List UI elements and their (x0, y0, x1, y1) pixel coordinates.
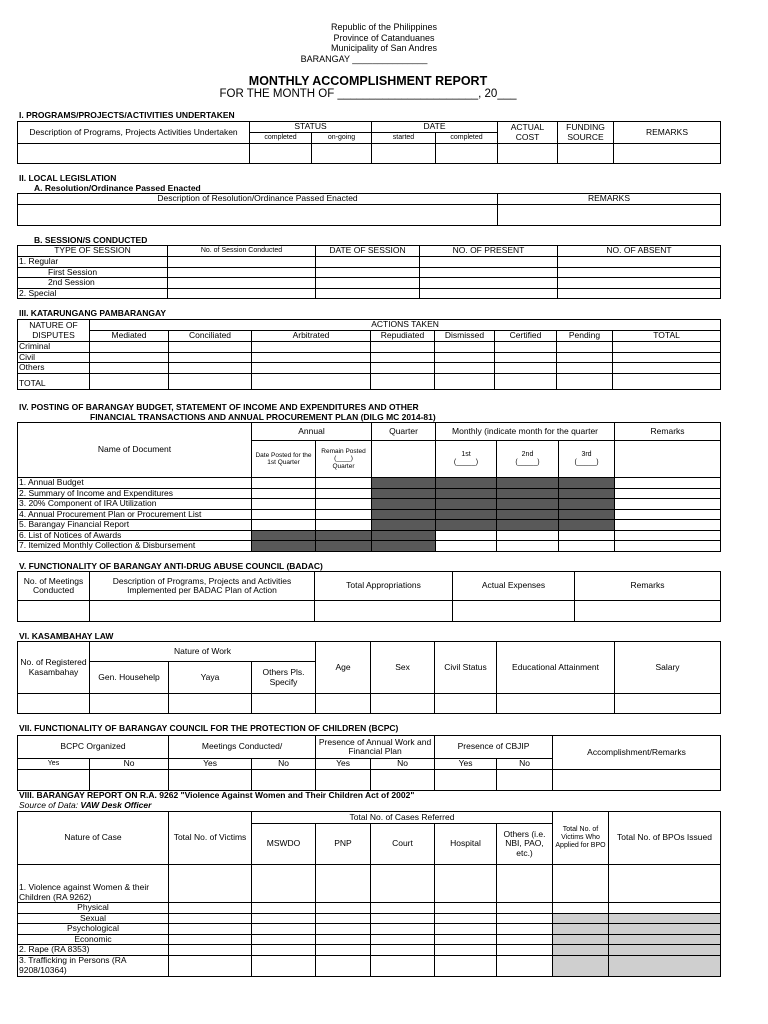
row-annual-budget: 1. Annual Budget (18, 478, 252, 489)
col-status-ongoing: on-going (312, 133, 372, 144)
col-sex: Sex (371, 642, 435, 694)
col-meetings-conducted-bcpc: Meetings Conducted/ (169, 736, 316, 759)
badac-table (17, 571, 721, 622)
col-funding-source: FUNDING SOURCE (558, 122, 614, 144)
col-date-posted: Date Posted for the 1st Quarter (252, 441, 316, 478)
row-itemized-collection: 7. Itemized Monthly Collection & Disbursement (18, 541, 252, 552)
col-pending: Pending (557, 331, 613, 342)
col-yes-2: Yes (169, 759, 252, 770)
row-rape: 2. Rape (RA 8353) (18, 945, 169, 956)
col-nature-disputes-top: NATURE OF (18, 320, 90, 331)
posting-table (17, 422, 721, 552)
col-quarter: Quarter (372, 423, 436, 441)
source-of-data: Source of Data: VAW Desk Officer (19, 800, 152, 810)
col-yes-4: Yes (435, 759, 497, 770)
row-others: Others (18, 363, 90, 374)
col-applied-bpo: Total No. of Victims Who Applied for BPO (553, 812, 609, 865)
col-resolution-remarks: REMARKS (498, 194, 721, 205)
col-no-1: No (90, 759, 169, 770)
col-yes-3: Yes (316, 759, 371, 770)
col-resolution-desc: Description of Resolution/Ordinance Passed Enacted (18, 194, 498, 205)
col-bpos-issued: Total No. of BPOs Issued (609, 812, 721, 865)
col-nature-work: Nature of Work (90, 642, 316, 662)
section-1-heading: I. PROGRAMS/PROJECTS/ACTIVITIES UNDERTAKEN (19, 110, 235, 120)
col-type-session: TYPE OF SESSION (18, 246, 168, 257)
col-date: DATE (372, 122, 498, 133)
col-date-started: started (372, 133, 436, 144)
col-status: STATUS (250, 122, 372, 133)
col-desc-programs: Description of Programs, Projects Activities Undertaken (18, 122, 250, 144)
col-registered-kasambahay: No. of Registered Kasambahay (18, 642, 90, 694)
col-accomplishment: Accomplishment/Remarks (553, 736, 721, 770)
section-2b-heading: B. SESSION/S CONDUCTED (34, 235, 148, 245)
row-economic: Economic (18, 934, 169, 945)
vawc-table (17, 811, 721, 977)
header-barangay: BARANGAY _______________ (300, 53, 428, 64)
col-date-completed: completed (436, 133, 498, 144)
col-total-victims: Total No. of Victims (169, 812, 252, 865)
row-physical: Physical (18, 903, 169, 914)
col-mswdo: MSWDO (252, 824, 316, 865)
section-5-heading: V. FUNCTIONALITY OF BARANGAY ANTI-DRUG ABUSE COUNCIL (BADAC) (19, 561, 323, 571)
row-trafficking: 3. Trafficking in Persons (RA 9208/10364) (18, 955, 169, 976)
report-month: FOR THE MONTH OF ______________________, 20___ (219, 88, 517, 100)
col-court: Court (371, 824, 435, 865)
row-criminal: Criminal (18, 342, 90, 353)
col-total: TOTAL (613, 331, 721, 342)
col-remain-posted: Remain Posted (____) Quarter (316, 441, 372, 478)
kasambahay-table (17, 641, 721, 714)
section-7-heading: VII. FUNCTIONALITY OF BARANGAY COUNCIL FOR THE PROTECTION OF CHILDREN (BCPC) (19, 723, 399, 733)
row-financial-report: 5. Barangay Financial Report (18, 520, 252, 531)
entry-cell[interactable] (18, 144, 250, 164)
col-present: NO. OF PRESENT (420, 246, 558, 257)
col-badac-remarks: Remarks (575, 572, 721, 601)
col-actual-expenses: Actual Expenses (453, 572, 575, 601)
section-4-heading-2: FINANCIAL TRANSACTIONS AND ANNUAL PROCUREMENT PLAN (DILG MC 2014-81) (90, 412, 436, 422)
col-presence-cbjip: Presence of CBJIP (435, 736, 553, 759)
col-certified: Certified (495, 331, 557, 342)
report-title: MONTHLY ACCOMPLISHMENT REPORT (248, 74, 488, 88)
col-actual-cost: ACTUAL COST (498, 122, 558, 144)
row-regular: 1. Regular (18, 257, 168, 268)
katarungan-table (17, 319, 721, 390)
col-month-2: 2nd (_____) (497, 441, 559, 478)
col-repudiated: Repudiated (371, 331, 435, 342)
row-procurement-plan: 4. Annual Procurement Plan or Procurement List (18, 509, 252, 520)
section-3-heading: III. KATARUNGANG PAMBARANGAY (19, 308, 167, 318)
col-others-referral: Others (i.e. NBI, PAO, etc.) (497, 824, 553, 865)
col-no-session: No. of Session Conducted (168, 246, 316, 257)
header-province: Province of Catanduanes (333, 32, 435, 43)
programs-table (17, 121, 721, 164)
col-badac-desc: Description of Programs, Projects and Activities Implemented per BADAC Plan of Action (90, 572, 315, 601)
row-special: 2. Special (18, 288, 168, 299)
col-arbitrated: Arbitrated (252, 331, 371, 342)
header-republic: Republic of the Philippines (330, 22, 438, 32)
row-second-session: 2nd Session (18, 278, 168, 289)
col-bcpc-organized: BCPC Organized (18, 736, 169, 759)
section-8-heading: VIII. BARANGAY REPORT ON R.A. 9262 "Violence Against Women and Their Children Act of 2002" (19, 790, 415, 800)
col-no-3: No (371, 759, 435, 770)
col-pnp: PNP (316, 824, 371, 865)
col-name-document: Name of Document (18, 423, 252, 478)
row-vawc: 1. Violence against Women & their Children (RA 9262) (18, 865, 169, 903)
col-monthly: Monthly (indicate month for the quarter (436, 423, 615, 441)
col-nature-case: Nature of Case (18, 812, 169, 865)
col-cases-referred: Total No. of Cases Referred (252, 812, 553, 824)
col-others-specify: Others Pls. Specify (252, 662, 316, 694)
col-educational: Educational Attainment (497, 642, 615, 694)
col-age: Age (316, 642, 371, 694)
row-sexual: Sexual (18, 913, 169, 924)
col-absent: NO. OF ABSENT (558, 246, 721, 257)
col-salary: Salary (615, 642, 721, 694)
col-actions-taken: ACTIONS TAKEN (90, 320, 721, 331)
row-ira-utilization: 3. 20% Component of IRA Utilization (18, 499, 252, 510)
col-civil-status: Civil Status (435, 642, 497, 694)
col-presence-awfp: Presence of Annual Work and Financial Plan (316, 736, 435, 759)
resolution-table (17, 193, 721, 226)
section-2a-heading: A. Resolution/Ordinance Passed Enacted (34, 183, 201, 193)
col-mediated: Mediated (90, 331, 169, 342)
col-no-4: No (497, 759, 553, 770)
col-status-completed: completed (250, 133, 312, 144)
row-notices-awards: 6. List of Notices of Awards (18, 530, 252, 541)
session-table (17, 245, 721, 299)
col-remarks-posting: Remarks (615, 423, 721, 441)
col-hospital: Hospital (435, 824, 497, 865)
section-6-heading: VI. KASAMBAHAY LAW (19, 631, 114, 641)
row-first-session: First Session (18, 267, 168, 278)
col-yaya: Yaya (169, 662, 252, 694)
col-remarks: REMARKS (614, 122, 721, 144)
col-no-2: No (252, 759, 316, 770)
col-gen-househelp: Gen. Househelp (90, 662, 169, 694)
header-municipality: Municipality of San Andres (330, 43, 438, 53)
row-total: TOTAL (18, 373, 90, 389)
col-meetings-conducted: No. of Meetings Conducted (18, 572, 90, 601)
col-date-session: DATE OF SESSION (316, 246, 420, 257)
col-dismissed: Dismissed (435, 331, 495, 342)
col-nature-disputes: DISPUTES (18, 331, 90, 342)
row-psychological: Psychological (18, 924, 169, 935)
row-summary-income: 2. Summary of Income and Expenditures (18, 488, 252, 499)
bcpc-table (17, 735, 721, 791)
col-total-appropriations: Total Appropriations (315, 572, 453, 601)
col-annual: Annual (252, 423, 372, 441)
col-month-3: 3rd (_____) (559, 441, 615, 478)
col-yes-1: Yes (18, 759, 90, 770)
section-4-heading-1: IV. POSTING OF BARANGAY BUDGET, STATEMENT OF INCOME AND EXPENDITURES AND OTHER (19, 402, 419, 412)
row-civil: Civil (18, 352, 90, 363)
col-month-1: 1st (_____) (436, 441, 497, 478)
col-conciliated: Conciliated (169, 331, 252, 342)
section-2-heading: II. LOCAL LEGISLATION (19, 173, 117, 183)
